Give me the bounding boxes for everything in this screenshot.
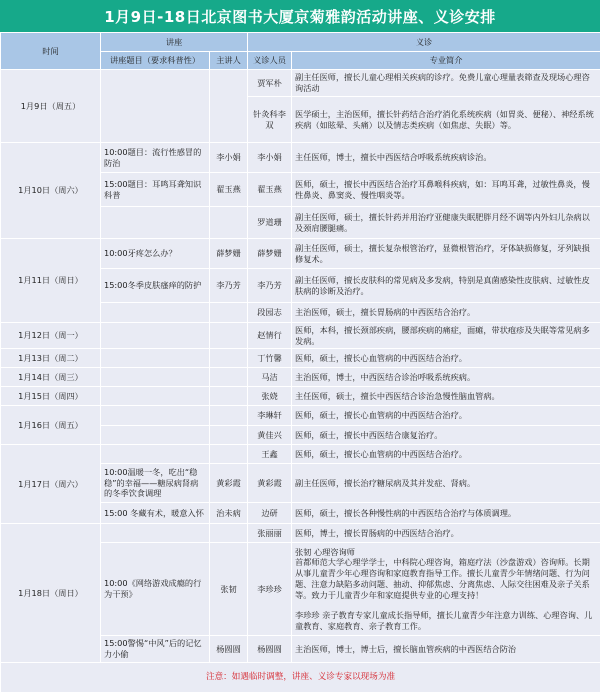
lecture-topic-cell: [101, 349, 210, 368]
lecture-topic-cell: [101, 387, 210, 406]
doctor-profile-cell: 主任医师，硕士，擅长中西医结合诊治急慢性脑血管病。: [292, 387, 600, 406]
doctor-profile-cell: [292, 543, 600, 636]
doctor-name-cell: 贾军朴: [248, 70, 292, 97]
lecture-topic-cell: [101, 445, 210, 464]
doctor-name-cell: 李乃芳: [248, 269, 292, 303]
header-clinic-group: 义诊: [248, 33, 600, 52]
table-row: [1, 524, 600, 543]
doctor-profile-cell: 副主任医师，擅长皮肤科的常见病及多发病，特别是真菌感染性皮肤病、过敏性皮肤病的诊断及治疗。: [292, 269, 600, 303]
lecture-topic-cell: 15:00题目：耳鸣耳聋知识科普: [101, 173, 210, 207]
lecture-topic-cell: [101, 406, 210, 426]
lecturer-cell: [210, 406, 248, 426]
table-row: [1, 70, 600, 97]
doctor-name-cell: 丁竹馨: [248, 349, 292, 368]
header-lecture-topic: 讲座题目（要求科普性）: [101, 52, 210, 70]
lecturer-cell: [210, 207, 248, 239]
table-row: [1, 368, 600, 387]
lecturer-cell: [210, 524, 248, 543]
doctor-profile-cell: 医师，博士，擅长胃肠病的中西医结合治疗。: [292, 524, 600, 543]
doctor-name-cell: 王鑫: [248, 445, 292, 464]
lecture-topic-cell: 10:00牙疼怎么办？: [101, 239, 210, 269]
table-row: [1, 143, 600, 173]
date-cell: 1月16日（周五）: [1, 406, 101, 445]
doctor-profile-cell: 医师，硕士，擅长中西医结合治疗耳鼻喉科疾病，如：耳鸣耳聋，过敏性鼻炎，慢性鼻炎、鼻窦炎、慢性咽炎等。: [292, 173, 600, 207]
doctor-profile-cell: 医师，本科，擅长颈部疾病，腰部疾病的痛症，面瘫，带状疱疹及失眠等常见病多发病。: [292, 323, 600, 349]
profile-title: 张韧 心理咨询师: [295, 546, 355, 557]
lecture-topic-cell: [101, 303, 210, 323]
doctor-name-cell: 张娆: [248, 387, 292, 406]
doctor-name-cell: 黄佳兴: [248, 426, 292, 445]
lecturer-cell: [210, 70, 248, 143]
lecturer-cell: [210, 426, 248, 445]
header-lecturer: 主讲人: [210, 52, 248, 70]
doctor-name-cell: 李珍珍: [248, 543, 292, 636]
lecturer-cell: 翟玉燕: [210, 173, 248, 207]
header-clinic-doctor: 义诊人员: [248, 52, 292, 70]
profile-body: 首都师范大学心理学学士，中科院心理咨询，箱庭疗法（沙盘游戏）咨询师。长期从事儿童青少年心理咨询和家庭教育指导工作。擅长儿童青少年情绪问题、行为问题、注意力缺陷多动问题、抽动、抑郁焦虑、分离焦虑、人际交往困难及亲子关系等。致力于儿童青少年和家庭提供专业的心理支持！: [295, 557, 590, 600]
lecturer-cell: [210, 445, 248, 464]
doctor-profile-cell: 主治医师，博士，中西医结合诊治呼吸系统疾病。: [292, 368, 600, 387]
table-row: [1, 445, 600, 464]
date-cell: 1月18日（周日）: [1, 524, 101, 663]
page-title: 1月9日-18日北京图书大厦京菊雅韵活动讲座、义诊安排: [0, 0, 600, 32]
doctor-profile-cell: 医师，硕士，擅长心血管病的中西医结合治疗。: [292, 349, 600, 368]
lecture-topic-cell: [101, 368, 210, 387]
table-row: [1, 406, 600, 426]
doctor-name-cell: 翟玉燕: [248, 173, 292, 207]
date-cell: 1月14日（周三）: [1, 368, 101, 387]
lecture-topic-cell: 10:00《网络游戏成瘾的行为干预》: [101, 543, 210, 636]
doctor-profile-cell: 主治医师，博士，博士后，擅长脑血管疾病的中西医结合防治: [292, 636, 600, 663]
header-time: 时间: [1, 33, 101, 70]
lecture-topic-cell: 15:00警惕“中风”后的记忆力小偷: [101, 636, 210, 663]
lecturer-cell: 薛梦姗: [210, 239, 248, 269]
doctor-name-cell: 马洁: [248, 368, 292, 387]
lecturer-cell: 杨圆圆: [210, 636, 248, 663]
lecturer-cell: [210, 368, 248, 387]
doctor-name-cell: 张丽丽: [248, 524, 292, 543]
table-row: [1, 323, 600, 349]
lecture-topic-cell: 15:00冬季皮肤瘙痒的防护: [101, 269, 210, 303]
doctor-profile-cell: 副主任医师，擅长儿童心理相关疾病的诊疗。免费儿童心理量表筛查及现场心理咨询活动: [292, 70, 600, 97]
doctor-profile-cell: 医学硕士，主治医师，擅长针药结合治疗消化系统疾病（如胃炎、便秘）、神经系统疾病（如眩晕、头痛）以及情志类疾病（如焦虑、失眠）等。: [292, 97, 600, 143]
header-profile: 专业简介: [292, 52, 600, 70]
doctor-name-cell: 杨圆圆: [248, 636, 292, 663]
header-lecture-group: 讲座: [101, 33, 248, 52]
date-cell: 1月17日（周六）: [1, 445, 101, 524]
doctor-name-cell: 罗道珊: [248, 207, 292, 239]
spacer: [295, 601, 597, 610]
lecturer-cell: [210, 387, 248, 406]
lecture-topic-cell: 15:00 冬藏有术，暖意入怀: [101, 503, 210, 524]
date-cell: 1月15日（周四）: [1, 387, 101, 406]
date-cell: 1月10日（周六）: [1, 143, 101, 239]
doctor-profile-cell: 副主任医师，硕士，擅长针药并用治疗亚健康失眠肥胖月经不调等内外妇儿杂病以及颈肩腰腿痛。: [292, 207, 600, 239]
profile-extra: 李珍珍 亲子教育专家儿童成长指导师，擅长儿童青少年注意力训练、心理咨询、儿童教育、家庭教育、亲子教育工作。: [295, 609, 593, 631]
doctor-name-cell: 针灸科李双: [248, 97, 292, 143]
lecture-topic-cell: [101, 207, 210, 239]
lecture-topic-cell: [101, 323, 210, 349]
date-cell: 1月9日（周五）: [1, 70, 101, 143]
doctor-profile-cell: 医师，硕士，擅长心血管病的中西医结合治疗。: [292, 406, 600, 426]
doctor-profile-cell: 主任医师，博士，擅长中西医结合呼吸系统疾病诊治。: [292, 143, 600, 173]
doctor-name-cell: 边研: [248, 503, 292, 524]
doctor-profile-cell: 副主任医师，硕士，擅长复杂根管治疗，显微根管治疗，牙体缺损修复，牙列缺损修复术。: [292, 239, 600, 269]
doctor-profile-cell: 医师，硕士，擅长中西医结合康复治疗。: [292, 426, 600, 445]
doctor-profile-cell: 医师，硕士，擅长心血管病的中西医结合治疗。: [292, 445, 600, 464]
lecturer-cell: [210, 303, 248, 323]
lecturer-cell: [210, 349, 248, 368]
doctor-name-cell: 李琳轩: [248, 406, 292, 426]
doctor-name-cell: 李小娟: [248, 143, 292, 173]
lecturer-cell: 李小娟: [210, 143, 248, 173]
doctor-profile-cell: 主治医师，硕士，擅长胃肠病的中西医结合治疗。: [292, 303, 600, 323]
lecturer-cell: 李乃芳: [210, 269, 248, 303]
table-row: [1, 387, 600, 406]
lecture-topic-cell: [101, 70, 210, 143]
lecturer-cell: [210, 323, 248, 349]
doctor-profile-cell: 副主任医师，擅长治疗糖尿病及其并发症、肾病。: [292, 464, 600, 503]
lecture-topic-cell: 10:00题目：流行性感冒的防治: [101, 143, 210, 173]
doctor-name-cell: 黄彩霞: [248, 464, 292, 503]
date-cell: 1月13日（周二）: [1, 349, 101, 368]
lecture-topic-cell: [101, 426, 210, 445]
footer-row: [1, 663, 600, 692]
lecture-topic-cell: [101, 524, 210, 543]
lecturer-cell: 黄彩霞: [210, 464, 248, 503]
lecturer-cell: 治未病: [210, 503, 248, 524]
date-cell: 1月12日（周一）: [1, 323, 101, 349]
lecturer-cell: 张韧: [210, 543, 248, 636]
doctor-profile-cell: 医师，硕士，擅长各种慢性病的中西医结合治疗与体质调理。: [292, 503, 600, 524]
schedule-table: [0, 32, 600, 692]
doctor-name-cell: 赵情行: [248, 323, 292, 349]
doctor-name-cell: 段园志: [248, 303, 292, 323]
lecture-topic-cell: 10:00温暖一冬，吃出“稳稳”的幸福——糖尿病肾病的冬季饮食调理: [101, 464, 210, 503]
date-cell: 1月11日（周日）: [1, 239, 101, 323]
footer-note: 注意：如遇临时调整，讲座、义诊专家以现场为准: [1, 663, 600, 692]
table-row: [1, 349, 600, 368]
doctor-name-cell: 薛梦姗: [248, 239, 292, 269]
table-row: [1, 239, 600, 269]
